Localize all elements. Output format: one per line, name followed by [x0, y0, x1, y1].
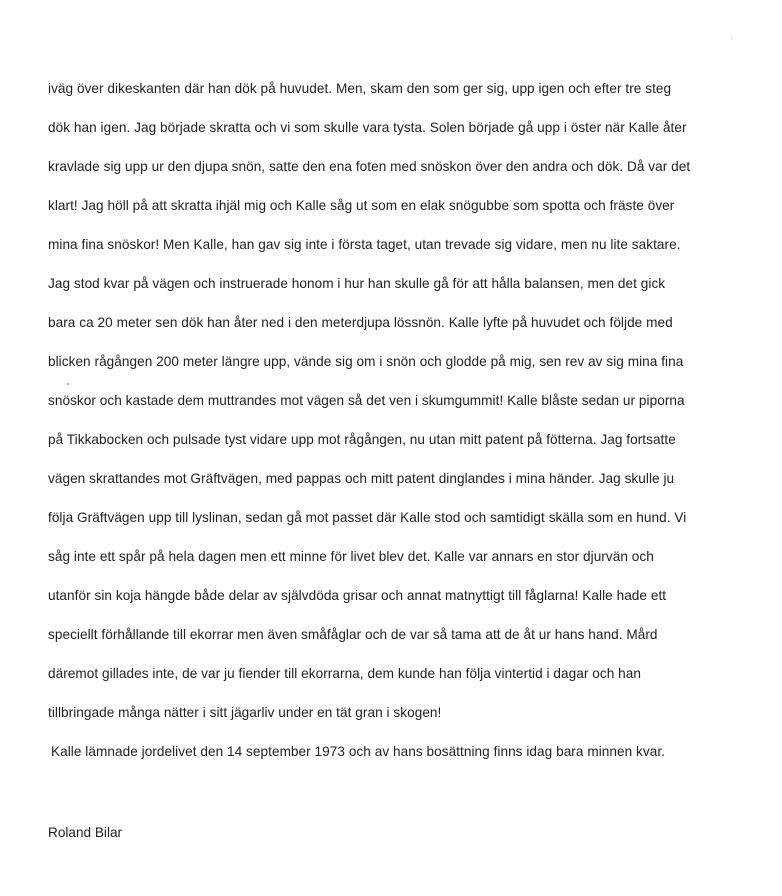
text-line: kravlade sig upp ur den djupa snön, satte den ena foten med snöskon över den andra och dök. Då var det	[48, 159, 691, 174]
text-line: Jag stod kvar på vägen och instruerade honom i hur han skulle gå för att hålla balansen, men det gick	[48, 276, 666, 291]
text-line: Kalle lämnade jordelivet den 14 september 1973 och av hans bosättning finns idag bara minnen kvar.	[51, 744, 665, 759]
text-line: utanför sin koja hängde både delar av självdöda grisar och annat matnyttigt till fåglarna! Kalle hade ett	[48, 588, 667, 603]
text-line: speciellt förhållande till ekorrar men även småfåglar och de var så tama att de åt ur hans hand. Mård	[48, 627, 658, 642]
scan-speck	[67, 383, 69, 385]
signature: Roland Bilar	[48, 825, 123, 840]
text-line: bara ca 20 meter sen dök han åter ned i den meterdjupa lössnön. Kalle lyfte på huvudet och följde med	[48, 315, 673, 330]
text-line: mina fina snöskor! Men Kalle, han gav sig inte i första taget, utan trevade sig vidare, men nu lite saktare.	[48, 237, 681, 252]
text-line: såg inte ett spår på hela dagen men ett minne för livet blev det. Kalle var annars en stor djurvän och	[48, 549, 654, 564]
text-line: tillbringade många nätter i sitt jägarliv under en tät gran i skogen!	[48, 705, 442, 720]
text-line: följa Gräftvägen upp till lyslinan, sedan gå mot passet där Kalle stod och samtidigt skälla som en hund. Vi	[48, 510, 687, 525]
scan-speck	[731, 38, 732, 39]
text-line: på Tikkabocken och pulsade tyst vidare upp mot rågången, nu utan mitt patent på fötterna. Jag fortsatte	[48, 432, 676, 447]
text-line: blicken rågången 200 meter längre upp, vände sig om i snön och glodde på mig, sen rev av sig mina fina	[48, 354, 684, 369]
text-line: iväg över dikeskanten där han dök på huvudet. Men, skam den som ger sig, upp igen och efter tre steg	[48, 81, 672, 96]
text-line: klart! Jag höll på att skratta ihjäl mig och Kalle såg ut som en elak snögubbe som spotta och fräste över	[48, 198, 675, 213]
text-line: snöskor och kastade dem muttrandes mot vägen så det ven i skumgummit! Kalle blåste sedan ur piporna	[48, 393, 685, 408]
text-line: vägen skrattandes mot Gräftvägen, med pappas och mitt patent dinglandes i mina händer. Jag skulle ju	[48, 471, 675, 486]
text-line: däremot gillades inte, de var ju fiender till ekorrarna, dem kunde han följa vintertid i dagar och han	[48, 666, 641, 681]
text-line: dök han igen. Jag började skratta och vi som skulle vara tysta. Solen började gå upp i öster när Kalle åter	[48, 120, 687, 135]
body-text	[48, 78, 772, 780]
